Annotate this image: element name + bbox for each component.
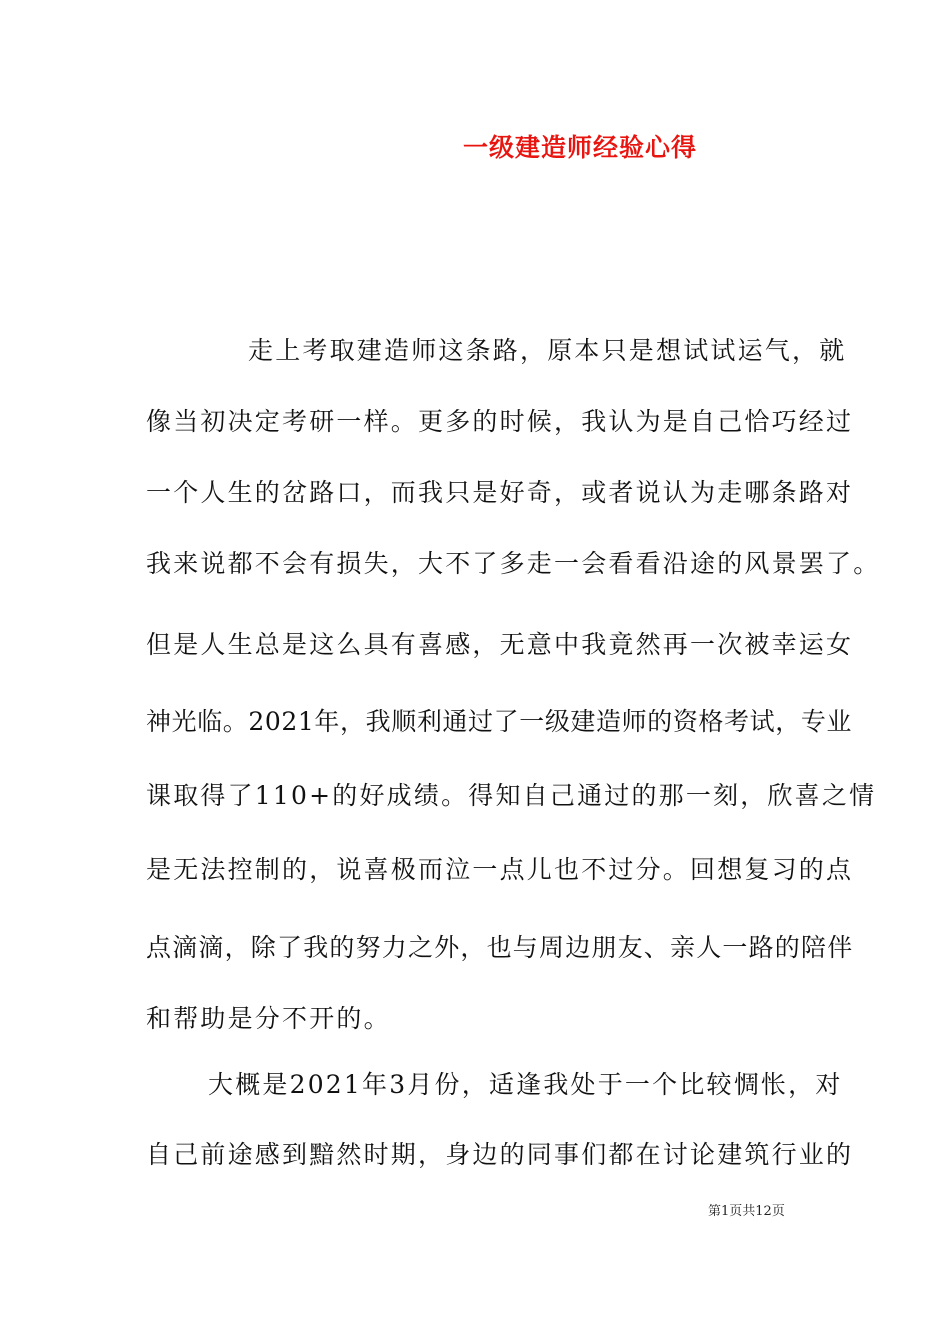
paragraph-1-line-10: 和帮助是分不开的。 <box>146 1004 391 1033</box>
paragraph-2-line-1: 大概是2021年3月份，适逢我处于一个比较惆怅，对 <box>208 1070 843 1099</box>
paragraph-1-line-1: 走上考取建造师这条路，原本只是想试试运气，就 <box>248 336 847 365</box>
paragraph-1-line-7: 课取得了110+的好成绩。得知自己通过的那一刻，欣喜之情 <box>146 781 877 810</box>
paragraph-1-line-9: 点滴滴，除了我的努力之外，也与周边朋友、亲人一路的陪伴 <box>146 933 854 962</box>
paragraph-1-line-6: 神光临。2021年，我顺利通过了一级建造师的资格考试，专业 <box>146 707 853 736</box>
paragraph-1-line-4: 我来说都不会有损失，大不了多走一会看看沿途的风景罢了。 <box>146 549 881 578</box>
page-number-footer: 第1页共12页 <box>708 1204 785 1219</box>
paragraph-1-line-3: 一个人生的岔路口，而我只是好奇，或者说认为走哪条路对 <box>146 478 854 507</box>
paragraph-1-line-8: 是无法控制的，说喜极而泣一点儿也不过分。回想复习的点 <box>146 855 854 884</box>
paragraph-1-line-5: 但是人生总是这么具有喜感，无意中我竟然再一次被幸运女 <box>146 630 854 659</box>
document-title: 一级建造师经验心得 <box>462 133 697 162</box>
paragraph-2-line-2: 自己前途感到黯然时期，身边的同事们都在讨论建筑行业的 <box>146 1140 854 1169</box>
paragraph-1-line-2: 像当初决定考研一样。更多的时候，我认为是自己恰巧经过 <box>146 407 854 436</box>
